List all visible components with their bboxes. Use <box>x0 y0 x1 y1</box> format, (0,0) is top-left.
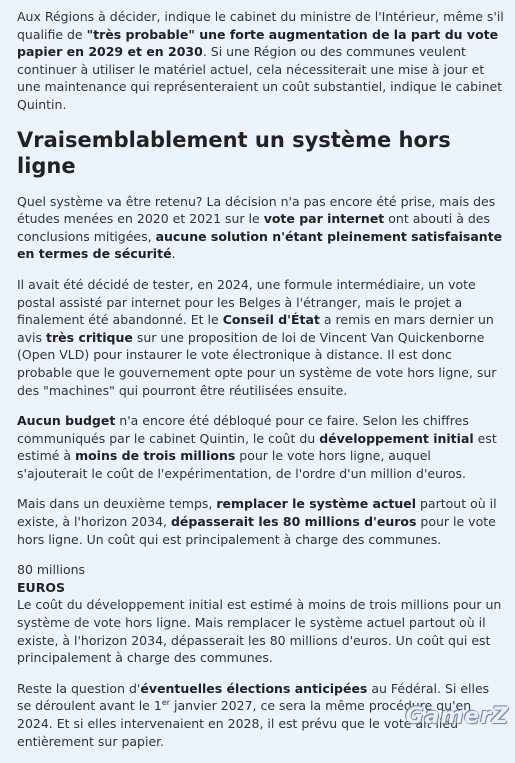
highlight: éventuelles élections anticipées <box>140 680 368 696</box>
paragraph-intro <box>17 8 505 114</box>
text: . Si une Région ou des communes veulent continuer à utiliser le matériel actuel, cela nécessiterait une mise à jour et une maintenance qui représenteraient un coût substantiel, indique le cabinet Quintin. <box>17 44 503 112</box>
superscript: er <box>161 698 171 708</box>
highlight: Aucun budget <box>17 413 116 429</box>
text: partout où il existe, à l'horizon 2034, <box>17 496 497 530</box>
highlight: aucune solution n'étant pleinement satisfaisante en termes de sécurité <box>17 228 503 262</box>
highlight: très critique <box>46 329 133 345</box>
highlight: dépasserait les 80 millions d'euros <box>170 514 417 530</box>
text: sur une proposition de loi de Vincent Van Quickenborne (Open VLD) pour instaurer le vote électronique à distance. Il est donc probable que le gouvernement opte pour un système de vote hors ligne, sur des "machines" qui pourront être réutilisées ensuite. <box>17 329 497 398</box>
text: au Fédéral. Si elles se déroulent avant le 1 <box>17 680 490 714</box>
paragraph-system <box>17 193 505 263</box>
text: a remis en mars dernier un avis <box>17 312 494 345</box>
key-figure <box>17 561 505 667</box>
text: Aux Régions à décider, indique le cabinet du ministre de l'Intérieur, même s'il qualifie de <box>17 9 504 42</box>
key-figure-unit: EUROS <box>17 579 65 595</box>
key-figure-value: 80 millions <box>17 562 86 578</box>
paragraph-budget <box>17 412 505 482</box>
text: Il avait été décidé de tester, en 2024, une formule intermédiaire, un vote postal assisté par internet pour les Belges à l'étranger, mais le projet a finalement été abandonné. Et le <box>17 276 476 328</box>
watermark-logo: GamerZ <box>405 704 509 729</box>
highlight: développement initial <box>319 430 474 446</box>
key-figure-caption: Le coût du développement initial est estimé à moins de trois millions pour un système de vote hors ligne. Mais remplacer le système actuel partout où il existe, à l'horizon 2034, dépasserait les 80 millions d'euros. Un coût qui est principalement à charge des communes. <box>17 597 502 666</box>
text: Quel système va être retenu? La décision n'a pas encore été prise, mais des études menées en 2020 et 2021 sur le <box>17 193 496 227</box>
text: ont abouti à des conclusions mitigées, <box>17 211 490 244</box>
text: est estimé à <box>17 430 497 464</box>
paragraph-test <box>17 276 505 399</box>
text: pour le vote hors ligne. Un coût qui est principalement à charge des communes. <box>17 514 496 547</box>
text: n'a encore été débloqué pour ce faire. Selon les chiffres communiqués par le cabinet Quintin, le coût du <box>17 413 469 446</box>
section-heading: Vraisemblablement un système hors ligne <box>17 127 451 178</box>
article-body <box>17 8 505 763</box>
text: Reste la question d' <box>17 680 141 696</box>
text: pour le vote hors ligne, auquel s'ajouterait le coût de l'expérimentation, de l'ordre d'un million d'euros. <box>17 448 467 481</box>
highlight: vote par internet <box>263 211 385 227</box>
highlight: Conseil d'État <box>222 312 320 328</box>
text: Mais dans un deuxième temps, <box>17 496 217 512</box>
text: . <box>171 246 176 262</box>
highlight: "très probable" une forte augmentation de la part du vote papier en 2029 et en 2030 <box>17 26 499 60</box>
highlight: moins de trois millions <box>75 448 236 464</box>
paragraph-replacement <box>17 495 505 548</box>
highlight: remplacer le système actuel <box>216 496 417 512</box>
text: janvier 2027, ce sera la même procédure qu'en 2024. Et si elles intervenaient en 2028, il est prévu que le vote ait lieu entièrement sur papier. <box>17 698 472 749</box>
